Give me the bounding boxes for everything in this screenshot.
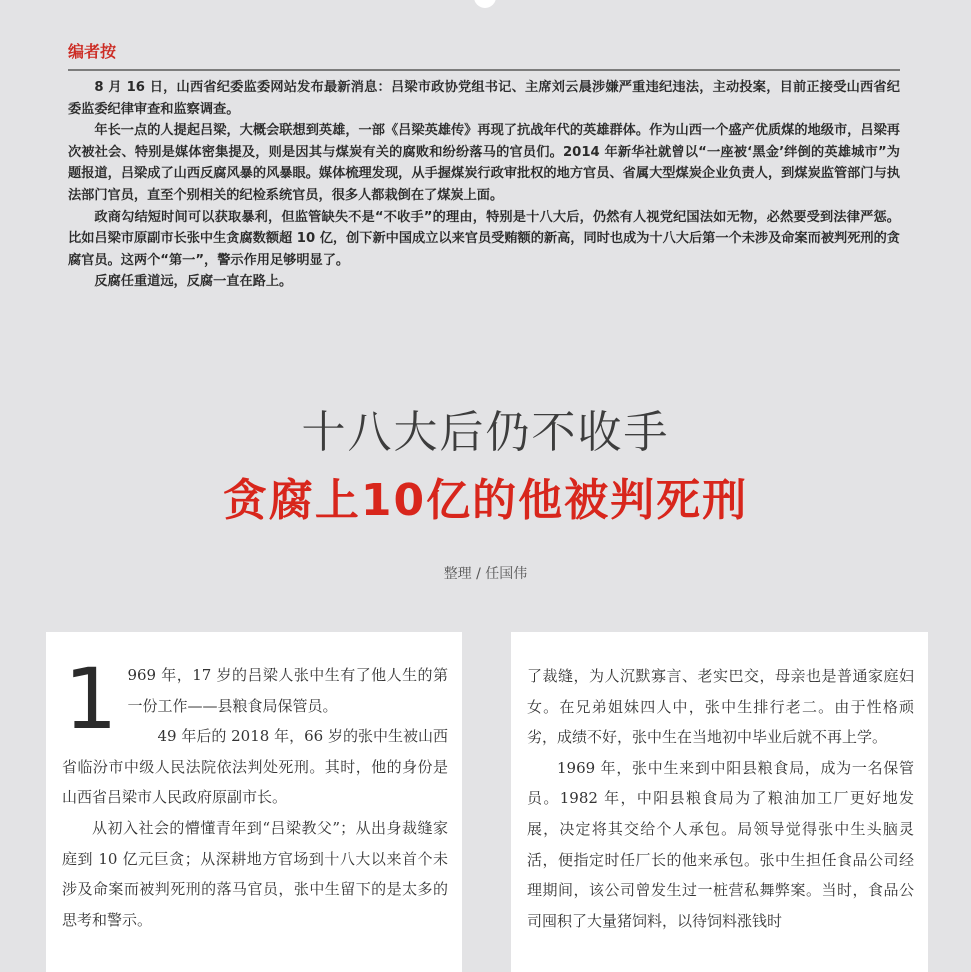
article-paragraph: 49 年后的 2018 年，66 岁的张中生被山西省临汾市中级人民法院依法判处死刑。其时，他的身份是山西省吕梁市人民政府原副市长。 [62,727,448,807]
editor-note-paragraph: 反腐任重道远，反腐一直在路上。 [94,274,293,290]
article-paragraph: 1969 年，张中生来到中阳县粮食局，成为一名保管员。1982 年，中阳县粮食局为了粮油加工厂更好地发展，决定将其交给个人承包。局领导觉得张中生头脑灵活，便指定时任厂长的他来承包。张中生担任食品公司经理期间，该公司曾发生过一桩营私舞弊案。当时，食品公司囤积了大量猪饲料，以待饲料涨钱时 [527,758,914,930]
headline-line-2: 贪腐上10亿的他被判死刑 [222,475,749,526]
article-column-right [511,632,928,972]
article-paragraph: 从初入社会的懵懂青年到“吕梁教父”；从出身裁缝家庭到 10 亿元巨贪；从深耕地方官场到十八大以来首个未涉及命案而被判死刑的落马官员，张中生留下的是太多的思考和警示。 [62,818,448,929]
article-column-left [46,632,462,972]
editor-note-body [68,77,900,293]
drop-cap: 1 [64,650,118,748]
editor-note [68,38,900,293]
top-notch-decoration [474,0,496,8]
editor-note-label: 编者按 [68,42,117,61]
editor-note-paragraph: 政商勾结短时间可以获取暴利，但监管缺失不是“不收手”的理由，特别是十八大后，仍然有人视党纪国法如无物，必然要受到法律严惩。比如吕梁市原副市长张中生贪腐数额超 10 亿，创下新中国成立以来官员受贿额的新高，同时也成为十八大后第一个未涉及命案而被判死刑的贪腐官员。这两个“第一”，警示作用足够明显了。 [68,209,900,268]
byline: 整理 / 任国伟 [443,566,528,582]
editor-note-paragraph: 8 月 16 日，山西省纪委监委网站发布最新消息：吕梁市政协党组书记、主席刘云晨涉嫌严重违纪违法，主动投案，目前正接受山西省纪委监委纪律审查和监察调查。 [68,80,900,117]
headline-line-1: 十八大后仍不收手 [301,407,670,458]
editor-note-paragraph: 年长一点的人提起吕梁，大概会联想到英雄，一部《吕梁英雄传》再现了抗战年代的英雄群体。作为山西一个盛产优质煤的地级市，吕梁再次被社会、特别是媒体密集提及，则是因其与煤炭有关的腐败和纷纷落马的官员们。2014 年新华社就曾以“一座被‘黑金’绊倒的英雄城市”为题报道，吕梁成了山西反腐风暴的风暴眼。媒体梳理发现，从手握煤炭行政审批权的地方官员、省属大型煤炭企业负责人，到煤炭监管部门与执法部门官员，直至个别相关的纪检系统官员，很多人都栽倒在了煤炭上面。 [68,123,900,203]
article-paragraph: 了裁缝，为人沉默寡言、老实巴交，母亲也是普通家庭妇女。在兄弟姐妹四人中，张中生排行老二。由于性格顽劣，成绩不好，张中生在当地初中毕业后就不再上学。 [527,667,914,747]
article-paragraph: 969 年，17 岁的吕梁人张中生有了他人生的第一份工作——县粮食局保管员。 [127,666,448,715]
editor-note-divider [68,69,900,71]
